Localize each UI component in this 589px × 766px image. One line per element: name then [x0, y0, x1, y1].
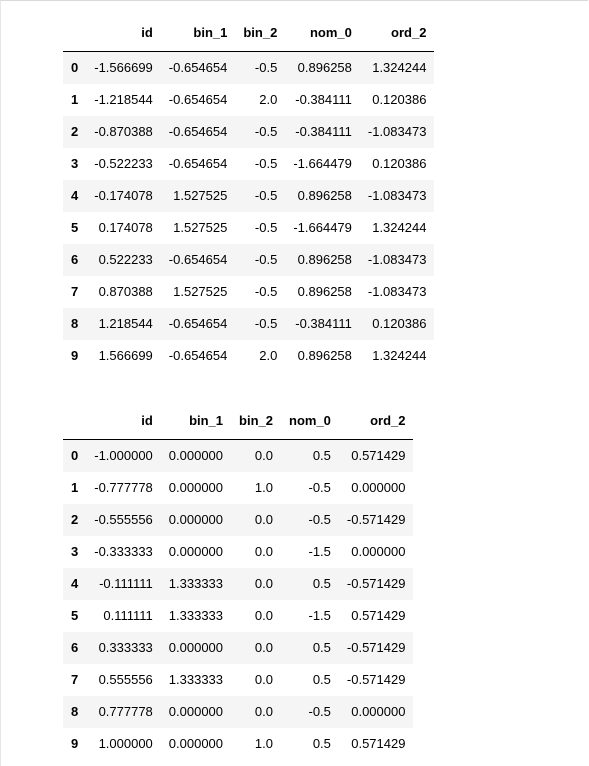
- column-header-bin-2: bin_2: [231, 403, 281, 440]
- table-cell: 0.111111: [103, 608, 153, 623]
- table-cell: 1.333333: [168, 672, 224, 687]
- table-cell: 0.571429: [351, 448, 406, 463]
- table-row: [63, 244, 434, 276]
- table-cell: 0.0: [254, 512, 273, 527]
- table-cell: 0.571429: [351, 608, 406, 623]
- table-cell: -0.5: [308, 480, 331, 495]
- column-header-bin-2: bin_2: [235, 15, 285, 52]
- table-cell: -0.870388: [94, 124, 153, 139]
- index-header: [63, 15, 86, 52]
- table-cell: 0.000000: [351, 480, 406, 495]
- table-row: [63, 664, 413, 696]
- table-cell: 0.000000: [168, 640, 224, 655]
- table-cell: 0.0: [254, 448, 273, 463]
- table-row: [63, 696, 413, 728]
- header-row: [63, 403, 413, 440]
- table-cell: 1.527525: [173, 284, 228, 299]
- table-cell: 1.0: [254, 480, 273, 495]
- table-cell: -1.664479: [293, 156, 352, 171]
- table-cell: -0.571429: [346, 640, 406, 655]
- table-cell: 1.324244: [372, 60, 427, 75]
- row-index: 5: [71, 220, 79, 235]
- row-index: 6: [71, 252, 79, 267]
- row-index: 8: [71, 316, 79, 331]
- table-cell: -0.654654: [168, 124, 228, 139]
- table-cell: 1.333333: [168, 576, 224, 591]
- row-index: 0: [71, 60, 79, 75]
- table-cell: 0.896258: [297, 188, 352, 203]
- column-header-bin-1: bin_1: [161, 15, 236, 52]
- row-index: 9: [71, 348, 79, 363]
- table-row: [63, 568, 413, 600]
- column-header-id: id: [86, 403, 161, 440]
- row-index: 3: [71, 156, 79, 171]
- dataframe-standardized: [63, 15, 434, 372]
- column-header-ord-2: ord_2: [339, 403, 414, 440]
- table-row: [63, 308, 434, 340]
- table-row: [63, 632, 413, 664]
- table-cell: 1.333333: [168, 608, 224, 623]
- row-index: 5: [71, 608, 79, 623]
- table-row: [63, 536, 413, 568]
- table-cell: -0.5: [254, 252, 278, 267]
- table-cell: 0.0: [254, 608, 273, 623]
- table-cell: -0.333333: [94, 544, 153, 559]
- table-cell: -0.654654: [168, 60, 228, 75]
- table-cell: -1.5: [308, 608, 331, 623]
- table-cell: -0.571429: [346, 512, 406, 527]
- table-cell: -0.654654: [168, 156, 228, 171]
- table-row: [63, 148, 434, 180]
- table-cell: 0.571429: [351, 736, 406, 751]
- table-cell: -0.384111: [295, 92, 352, 107]
- table-cell: -0.571429: [346, 672, 406, 687]
- table-cell: 1.0: [254, 736, 273, 751]
- table-cell: -0.111111: [99, 576, 153, 591]
- table-cell: -1.000000: [94, 448, 153, 463]
- column-header-id: id: [86, 15, 161, 52]
- column-header-nom-0: nom_0: [281, 403, 339, 440]
- table-cell: -0.384111: [295, 124, 352, 139]
- table-row: [63, 276, 434, 308]
- table-row: [63, 600, 413, 632]
- table-cell: 0.333333: [98, 640, 153, 655]
- table-cell: 0.777778: [98, 704, 153, 719]
- row-index: 7: [71, 672, 79, 687]
- table-cell: 1.527525: [173, 220, 228, 235]
- table-cell: 0.120386: [372, 316, 427, 331]
- table-cell: -0.5: [254, 124, 278, 139]
- table-cell: -1.083473: [367, 284, 427, 299]
- row-index: 9: [71, 736, 79, 751]
- table-cell: 0.555556: [98, 672, 153, 687]
- table-row: [63, 472, 413, 504]
- table-body: [63, 440, 413, 761]
- table-cell: -0.571429: [346, 576, 406, 591]
- table-cell: 1.324244: [372, 220, 427, 235]
- table-cell: 1.324244: [372, 348, 427, 363]
- table-cell: -1.664479: [293, 220, 352, 235]
- table-cell: -0.5: [254, 156, 278, 171]
- table-cell: 0.000000: [168, 512, 224, 527]
- table-row: [63, 52, 434, 85]
- table-cell: 0.896258: [297, 284, 352, 299]
- row-index: 4: [71, 188, 79, 203]
- row-index: 0: [71, 448, 79, 463]
- table-cell: -0.555556: [94, 512, 153, 527]
- table-cell: 0.000000: [168, 544, 224, 559]
- column-header-nom-0: nom_0: [285, 15, 360, 52]
- column-header-bin-1: bin_1: [161, 403, 231, 440]
- table-cell: 1.527525: [173, 188, 228, 203]
- index-header: [63, 403, 86, 440]
- table-row: [63, 212, 434, 244]
- row-index: 8: [71, 704, 79, 719]
- table-cell: -1.566699: [94, 60, 153, 75]
- table-row: [63, 504, 413, 536]
- table-cell: 0.0: [254, 640, 273, 655]
- table-body: [63, 52, 434, 373]
- table-cell: 0.5: [312, 576, 331, 591]
- table-cell: -0.5: [254, 316, 278, 331]
- table-cell: 0.120386: [372, 156, 427, 171]
- table-cell: 0.896258: [297, 252, 352, 267]
- table-cell: 1.566699: [98, 348, 153, 363]
- table-cell: 0.000000: [168, 736, 224, 751]
- table-cell: -0.522233: [94, 156, 153, 171]
- table-cell: 0.870388: [98, 284, 153, 299]
- table-cell: 0.896258: [297, 348, 352, 363]
- table-row: [63, 116, 434, 148]
- table-row: [63, 180, 434, 212]
- table-cell: 0.522233: [98, 252, 153, 267]
- table-cell: -1.083473: [367, 188, 427, 203]
- table-cell: -0.174078: [94, 188, 153, 203]
- table-cell: 0.5: [312, 672, 331, 687]
- table-cell: -0.654654: [168, 92, 228, 107]
- table-cell: -1.083473: [367, 252, 427, 267]
- table-cell: 0.5: [312, 448, 331, 463]
- table-cell: -0.654654: [168, 316, 228, 331]
- table-row: [63, 84, 434, 116]
- table-cell: -1.218544: [94, 92, 153, 107]
- table-cell: 0.0: [254, 576, 273, 591]
- table-cell: -0.777778: [94, 480, 153, 495]
- header-row: [63, 15, 434, 52]
- table-cell: 0.5: [312, 736, 331, 751]
- table-cell: -0.384111: [295, 316, 352, 331]
- table-cell: 0.000000: [168, 480, 224, 495]
- row-index: 3: [71, 544, 79, 559]
- table-cell: -0.5: [254, 60, 278, 75]
- table-cell: 0.0: [254, 672, 273, 687]
- table-cell: 1.218544: [98, 316, 153, 331]
- row-index: 2: [71, 512, 79, 527]
- table-cell: 2.0: [259, 92, 278, 107]
- row-index: 1: [71, 92, 79, 107]
- table-cell: 1.000000: [98, 736, 153, 751]
- dataframe-scaled: [63, 403, 413, 760]
- table-row: [63, 728, 413, 760]
- table-cell: 0.120386: [372, 92, 427, 107]
- table-cell: -0.5: [308, 704, 331, 719]
- table-row: [63, 440, 413, 473]
- table-cell: 0.000000: [351, 544, 406, 559]
- table-cell: 0.0: [254, 704, 273, 719]
- table-cell: 0.000000: [168, 448, 224, 463]
- table-cell: 0.000000: [351, 704, 406, 719]
- table-cell: -0.5: [254, 220, 278, 235]
- row-index: 4: [71, 576, 79, 591]
- table-cell: 0.000000: [168, 704, 224, 719]
- row-index: 1: [71, 480, 79, 495]
- column-header-ord-2: ord_2: [360, 15, 435, 52]
- row-index: 7: [71, 284, 79, 299]
- table-cell: 2.0: [259, 348, 278, 363]
- table-cell: 0.0: [254, 544, 273, 559]
- row-index: 6: [71, 640, 79, 655]
- table-cell: -1.083473: [367, 124, 427, 139]
- table-cell: -0.654654: [168, 348, 228, 363]
- table-cell: -0.5: [254, 188, 278, 203]
- table-cell: 0.896258: [297, 60, 352, 75]
- table-cell: 0.5: [312, 640, 331, 655]
- table-cell: -0.5: [308, 512, 331, 527]
- table-cell: -0.654654: [168, 252, 228, 267]
- table-cell: 0.174078: [98, 220, 153, 235]
- table-cell: -1.5: [308, 544, 331, 559]
- table-cell: -0.5: [254, 284, 278, 299]
- row-index: 2: [71, 124, 79, 139]
- table-row: [63, 340, 434, 372]
